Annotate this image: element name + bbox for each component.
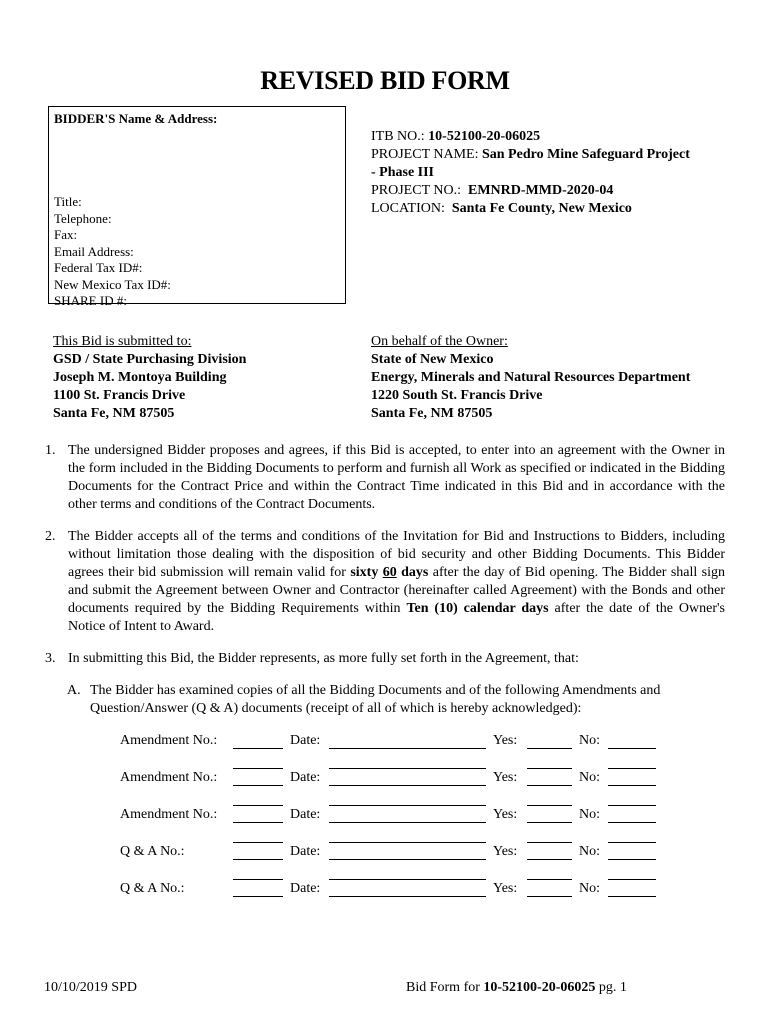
no-field[interactable] bbox=[608, 748, 656, 749]
date-label: Date: bbox=[290, 770, 321, 785]
paragraph-2-text: after the day of Bid opening. The Bidder shall sign and submit the Agreement between Owner and Contractor (hereinafter called Agreement) with the Bonds and other documents required by the Bidding Requirements within bbox=[68, 565, 726, 616]
paragraph-3 bbox=[45, 650, 725, 668]
yes-field[interactable] bbox=[527, 785, 572, 786]
date-label: Date: bbox=[290, 844, 321, 859]
owner-line: Energy, Minerals and Natural Resources Department bbox=[371, 370, 691, 385]
spacer-line bbox=[233, 879, 283, 880]
date-field[interactable] bbox=[329, 896, 486, 897]
paragraph-a bbox=[67, 682, 725, 718]
paragraph-3-text: In submitting this Bid, the Bidder represents, as more fully set forth in the Agreement, that: bbox=[68, 651, 579, 666]
project-name-cont: - Phase III bbox=[371, 165, 435, 180]
field-share-id: SHARE ID #: bbox=[54, 293, 127, 308]
paragraph-2 bbox=[45, 528, 726, 636]
bidder-fields bbox=[54, 194, 171, 310]
yes-field[interactable] bbox=[527, 748, 572, 749]
amendment-no-field[interactable] bbox=[233, 822, 283, 823]
paragraph-letter: A. bbox=[67, 683, 81, 698]
amendment-label: Amendment No.: bbox=[120, 770, 218, 785]
amendment-no-field[interactable] bbox=[233, 748, 283, 749]
owner-block bbox=[371, 333, 751, 423]
date-label: Date: bbox=[290, 807, 321, 822]
qa-label: Q & A No.: bbox=[120, 881, 185, 896]
owner-line: Santa Fe, NM 87505 bbox=[371, 406, 493, 421]
days-word: days bbox=[401, 565, 429, 580]
spacer-line bbox=[329, 879, 486, 880]
yes-field[interactable] bbox=[527, 859, 572, 860]
yes-label: Yes: bbox=[493, 733, 518, 748]
qa-no-field[interactable] bbox=[233, 896, 283, 897]
footer-date: 10/10/2019 SPD bbox=[44, 980, 137, 995]
sixty-word: sixty bbox=[350, 565, 379, 580]
spacer-line bbox=[608, 842, 656, 843]
spacer-line bbox=[329, 768, 486, 769]
spacer-line bbox=[329, 842, 486, 843]
submitted-to-line: 1100 St. Francis Drive bbox=[53, 388, 186, 403]
no-field[interactable] bbox=[608, 822, 656, 823]
date-field[interactable] bbox=[329, 748, 486, 749]
field-email: Email Address: bbox=[54, 243, 134, 259]
field-federal-tax-id: Federal Tax ID#: bbox=[54, 260, 143, 275]
itb-number: 10-52100-20-06025 bbox=[428, 129, 541, 144]
yes-label: Yes: bbox=[493, 807, 518, 822]
amendment-label: Amendment No.: bbox=[120, 807, 218, 822]
yes-field[interactable] bbox=[527, 896, 572, 897]
no-field[interactable] bbox=[608, 896, 656, 897]
spacer-line bbox=[233, 805, 283, 806]
yes-label: Yes: bbox=[493, 844, 518, 859]
spacer-line bbox=[527, 805, 572, 806]
project-name: San Pedro Mine Safeguard Project bbox=[481, 147, 690, 162]
no-label: No: bbox=[579, 733, 600, 748]
spacer-line bbox=[608, 805, 656, 806]
location: Santa Fe County, New Mexico bbox=[451, 201, 632, 216]
date-field[interactable] bbox=[329, 859, 486, 860]
amendment-no-field[interactable] bbox=[233, 785, 283, 786]
no-field[interactable] bbox=[608, 859, 656, 860]
sixty-number: 60 bbox=[382, 565, 397, 580]
spacer-line bbox=[608, 879, 656, 880]
paragraph-number: 1. bbox=[45, 443, 56, 458]
date-label: Date: bbox=[290, 733, 321, 748]
spacer-line bbox=[527, 842, 572, 843]
date-label: Date: bbox=[290, 881, 321, 896]
paragraph-2-text: after the date of the Owner's Notice of Intent to Award. bbox=[68, 601, 725, 634]
project-no: EMNRD-MMD-2020-04 bbox=[467, 183, 614, 198]
submitted-to-heading: This Bid is submitted to: bbox=[53, 334, 192, 349]
field-nm-tax-id: New Mexico Tax ID#: bbox=[54, 276, 171, 292]
spacer-line bbox=[233, 768, 283, 769]
paragraph-1-text: The undersigned Bidder proposes and agrees, if this Bid is accepted, to enter into an agreement with the Owner in the form included in the Bidding Documents to perform and furnish all Work as specified or indicated in the Bidding Documents for the Contract Price and within the Contract Time indicated in this Bid and in accordance with the other terms and conditions of the Contract Documents. bbox=[68, 443, 725, 512]
footer-itb: 10-52100-20-06025 bbox=[483, 980, 596, 995]
paragraph-number: 2. bbox=[45, 529, 56, 544]
itb-label: ITB NO.: bbox=[371, 129, 429, 144]
submitted-to-line: GSD / State Purchasing Division bbox=[53, 352, 247, 367]
yes-label: Yes: bbox=[493, 770, 518, 785]
itb-info bbox=[371, 128, 731, 218]
spacer-line bbox=[527, 879, 572, 880]
paragraph-number: 3. bbox=[45, 651, 56, 666]
submitted-to-line: Joseph M. Montoya Building bbox=[53, 370, 227, 385]
field-title: Title: bbox=[54, 194, 82, 209]
spacer-line bbox=[527, 768, 572, 769]
qa-label: Q & A No.: bbox=[120, 844, 185, 859]
yes-field[interactable] bbox=[527, 822, 572, 823]
field-fax: Fax: bbox=[54, 227, 78, 242]
footer-prefix: Bid Form for bbox=[406, 980, 484, 995]
page-title: REVISED BID FORM bbox=[260, 66, 510, 95]
project-no-label: PROJECT NO.: bbox=[371, 183, 468, 198]
ten-days: Ten (10) calendar days bbox=[406, 601, 549, 616]
yes-label: Yes: bbox=[493, 881, 518, 896]
project-name-label: PROJECT NAME: bbox=[371, 147, 482, 162]
no-label: No: bbox=[579, 844, 600, 859]
submitted-to-line: Santa Fe, NM 87505 bbox=[53, 406, 175, 421]
no-field[interactable] bbox=[608, 785, 656, 786]
field-telephone: Telephone: bbox=[54, 210, 112, 226]
date-field[interactable] bbox=[329, 822, 486, 823]
bidder-info-box[interactable] bbox=[48, 106, 346, 308]
submitted-to-block bbox=[53, 333, 353, 423]
owner-heading: On behalf of the Owner: bbox=[371, 334, 508, 349]
no-label: No: bbox=[579, 770, 600, 785]
amendment-label: Amendment No.: bbox=[120, 733, 218, 748]
footer-page-info bbox=[406, 980, 627, 996]
no-label: No: bbox=[579, 807, 600, 822]
footer-page: pg. 1 bbox=[595, 980, 627, 995]
spacer-line bbox=[233, 842, 283, 843]
bidder-box-header: BIDDER'S Name & Address: bbox=[54, 111, 218, 126]
paragraph-1 bbox=[45, 442, 725, 514]
owner-line: State of New Mexico bbox=[371, 352, 494, 367]
paragraph-2-text: The Bidder accepts all of the terms and conditions of the Invitation for Bid and Instructions to Bidders, including without limitation those dealing with the disposition of bid security and other Bidding Documents. This Bidder agrees their bid submission will remain valid for bbox=[68, 529, 725, 580]
date-field[interactable] bbox=[329, 785, 486, 786]
spacer-line bbox=[608, 768, 656, 769]
owner-line: 1220 South St. Francis Drive bbox=[371, 388, 543, 403]
spacer-line bbox=[329, 805, 486, 806]
paragraph-a-text: The Bidder has examined copies of all the Bidding Documents and of the following Amendments and Question/Answer (Q & A) documents (receipt of all of which is hereby acknowledged): bbox=[90, 683, 661, 716]
no-label: No: bbox=[579, 881, 600, 896]
qa-no-field[interactable] bbox=[233, 859, 283, 860]
location-label: LOCATION: bbox=[371, 201, 452, 216]
